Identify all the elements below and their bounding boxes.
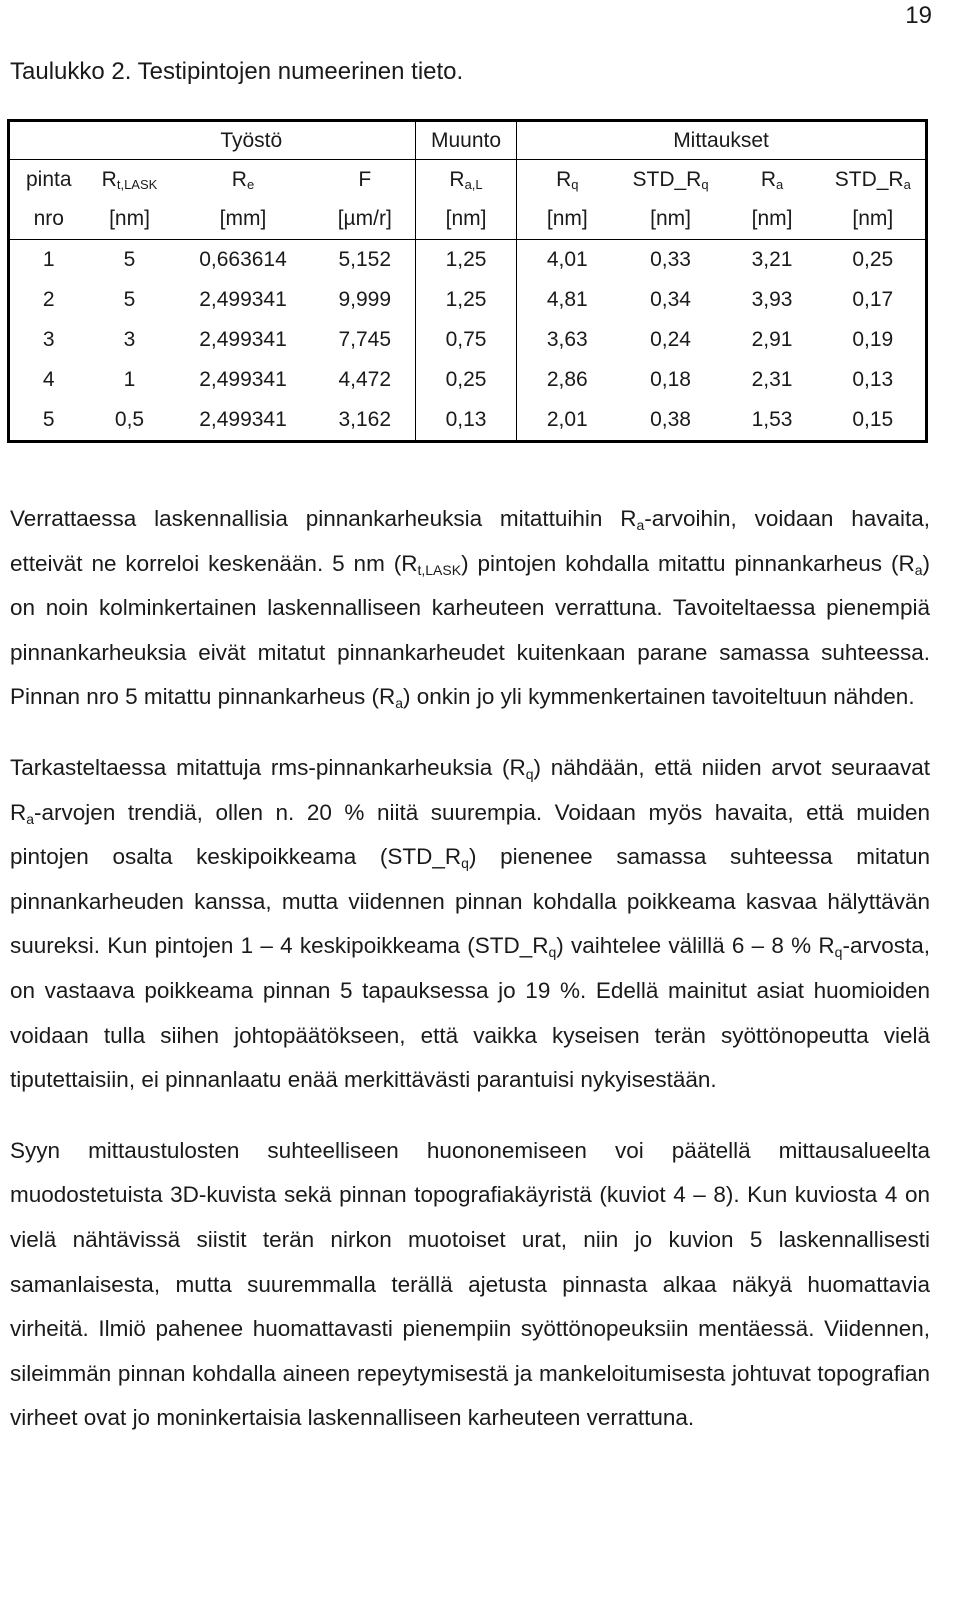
table-cell: 3,93 (751, 288, 793, 311)
table-cell: 7,745 (338, 328, 392, 351)
unit-cell: [nm] (416, 199, 517, 240)
table-cell: 0,17 (852, 288, 894, 311)
col-header-pinta: pinta (25, 167, 72, 191)
unit-cell: [µm/r] (315, 199, 416, 240)
table-cell: 5 (123, 288, 136, 311)
table-cell: 0,18 (650, 368, 691, 391)
table-cell: 2,499341 (199, 408, 287, 431)
group-header-mittaukset: Mittaukset (517, 121, 927, 160)
unit-cell: [nm] (618, 199, 724, 240)
group-header-tyosto: Työstö (88, 121, 416, 160)
table-cell: 2,91 (751, 328, 793, 351)
table-row (9, 240, 927, 281)
table-cell: 9,999 (338, 288, 392, 311)
col-header-f: F (358, 167, 372, 191)
table-cell: 3,63 (517, 320, 618, 360)
table-cell: 1 (42, 248, 55, 271)
table-cell: 3 (42, 328, 55, 351)
group-header-muunto: Muunto (416, 121, 517, 160)
table-cell: 1 (123, 368, 136, 391)
unit-cell: nro (9, 199, 88, 240)
table-cell: 0,33 (650, 248, 691, 271)
table-cell: 4,81 (517, 280, 618, 320)
table-cell: 0,19 (852, 328, 894, 351)
table-cell: 4,01 (517, 240, 618, 281)
col-header-rt-lask: $R_{t,LASK}$ (101, 167, 158, 192)
table-row (9, 280, 927, 320)
table-cell: 4 (42, 368, 55, 391)
unit-cell: [nm] (821, 199, 927, 240)
col-header-std-ra: $STD\_R_a$ (834, 167, 911, 192)
table-cell: 2,499341 (199, 328, 287, 351)
table-cell: 3 (123, 328, 136, 351)
table-cell: 3,21 (751, 248, 793, 271)
unit-cell: [nm] (88, 199, 172, 240)
table-cell: 5 (123, 248, 136, 271)
table-cell: 2,31 (751, 368, 793, 391)
table-cell: 0,24 (650, 328, 691, 351)
col-header-ral: $R_{a,L}$ (416, 160, 517, 200)
table-cell: 0,663614 (199, 248, 287, 271)
table-row (9, 320, 927, 360)
table-cell: 0,34 (650, 288, 691, 311)
table-cell: 3,162 (338, 408, 392, 431)
table-cell: 0,25 (416, 360, 517, 400)
unit-cell: [nm] (724, 199, 821, 240)
table-header-row (9, 160, 927, 200)
table-cell: 1,53 (751, 408, 793, 431)
table-group-row (9, 121, 927, 160)
unit-cell: [nm] (517, 199, 618, 240)
table-cell: 5,152 (338, 248, 392, 271)
table-row (9, 400, 927, 442)
page-number: 19 (905, 2, 932, 29)
table-cell: 0,75 (416, 320, 517, 360)
table-cell: 1,25 (416, 240, 517, 281)
col-header-re: $R_e$ (231, 167, 255, 192)
table-cell: 0,13 (416, 400, 517, 442)
table-cell: 0,13 (852, 368, 894, 391)
table-cell: 0,15 (852, 408, 894, 431)
paragraph-3: Syyn mittaustulosten suhteelliseen huononemiseen voi päätellä mittausalueelta muodostetuista 3D-kuvista sekä pinnan topografiakäyristä (kuviot 4 – 8). Kun kuviosta 4 on vielä nähtävissä siistit terän nirkon muotoiset urat, niin jo kuvion 5 laskennallisesti samanlaisesta, mutta suuremmalla terällä ajetusta pinnasta alkaa näkyä huomattavia virheitä. Ilmiö pahenee huomattavasti pienempiin syöttönopeuksiin mentäessä. Viidennen, sileimmän pinnan kohdalla aineen repeytymisestä ja mankeloitumisesta johtuvat topografian virheet ovat jo moninkertaisia laskennalliseen karheuteen verrattuna. (10, 1137, 930, 1431)
paragraph-2: Tarkasteltaessa mitattuja rms-pinnankarheuksia $(R_q)$ nähdään, että niiden arvot seuraavat $R_a$-arvojen trendiä, ollen n. 20 % niitä suurempia. Voidaan myös havaita, että muiden pintojen osalta keskipoikkeama $(STD\_R_q)$ pienenee samassa suhteessa mitatun pinnankarheuden kanssa, mutta viidennen pinnan kohdalla poikkeama kasvaa hälyttävän suureksi. Kun pintojen 1 – 4 keskipoikkeama $(STD\_R_q)$ vaihtelee välillä 6 – 8 % $R_q$-arvosta, on vastaava poikkeama pinnan 5 tapauksessa jo 19 %. Edellä mainitut asiat huomioiden voidaan tulla siihen johtopäätökseen, että vaikka kyseisen terän syöttönopeutta vielä tiputettaisiin, ei pinnanlaatu enää merkittävästi parantuisi nykyisestään. (10, 754, 931, 1093)
table-cell: 2,499341 (199, 288, 287, 311)
col-header-ra: $R_a$ (760, 167, 784, 192)
table-cell: 0,5 (114, 408, 145, 431)
table-cell: 2 (42, 288, 55, 311)
unit-cell: [mm] (172, 199, 315, 240)
table-cell: 5 (42, 408, 55, 431)
table-cell: 2,01 (517, 400, 618, 442)
table-cell: 0,25 (852, 248, 894, 271)
table-cell: 2,86 (517, 360, 618, 400)
table-cell: 4,472 (338, 368, 392, 391)
table-row (9, 360, 927, 400)
data-table (7, 119, 928, 443)
col-header-std-rq: $STD\_R_q$ (632, 167, 709, 192)
table-cell: 2,499341 (199, 368, 287, 391)
col-header-rq: $R_q$ (517, 160, 618, 200)
body-text (10, 497, 930, 1467)
paragraph-1: Verrattaessa laskennallisia pinnankarheuksia mitattuihin $R_a$-arvoihin, voidaan havaita, etteivät ne korreloi keskenään. 5 nm $(R_{t,LASK})$ pintojen kohdalla mitattu pinnankarheus $(R_a)$ on noin kolminkertainen laskennalliseen karheuteen verrattuna. Tavoiteltaessa pienempiä pinnankarheuksia eivät mitatut pinnankarheudet kuitenkaan parane samassa suhteessa. Pinnan nro 5 mitattu pinnankarheus $(R_a)$ onkin jo yli kymmenkertainen tavoiteltuun nähden. (10, 506, 930, 712)
table-cell: 1,25 (416, 280, 517, 320)
table-cell: 0,38 (650, 408, 691, 431)
table-caption: Taulukko 2. Testipintojen numeerinen tieto. (10, 58, 464, 85)
table-units-row (9, 199, 927, 240)
